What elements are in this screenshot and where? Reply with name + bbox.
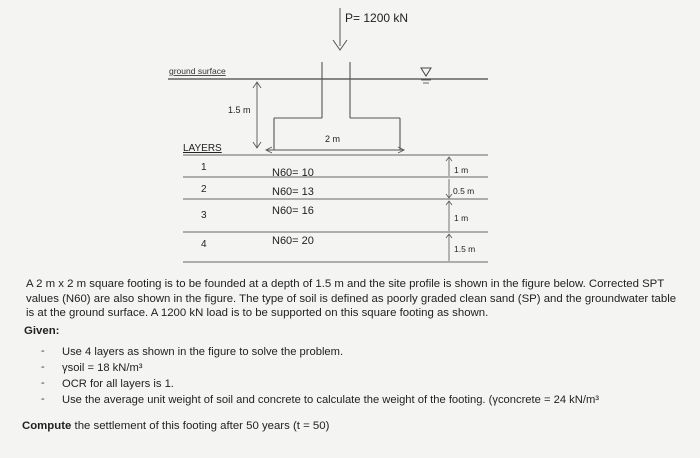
layer-number: 3 xyxy=(201,210,207,221)
given-label: Given: xyxy=(24,325,60,337)
compute-text: the settlement of this footing after 50 years (t = 50) xyxy=(71,420,330,432)
depth-dimension xyxy=(253,82,261,148)
layer-n60: N60= 13 xyxy=(272,186,314,198)
layer-n60: N60= 16 xyxy=(272,205,314,217)
layer-n60: N60= 20 xyxy=(272,235,314,247)
layer-thickness: 1 m xyxy=(454,165,469,175)
depth-label: 1.5 m xyxy=(228,105,251,115)
layer-number: 1 xyxy=(201,162,207,173)
thickness-dimensions xyxy=(446,157,452,261)
bullet-dash-icon: - xyxy=(41,361,45,373)
problem-paragraph: A 2 m x 2 m square footing is to be founded at a depth of 1.5 m and the site profile is shown in the figure below. Corrected SPT values (N60) are also shown in the figure. The type of soil is defined as poorly graded clean sand (SP) and the groundwater table is at the ground surface. A 1200 kN load is to be supported on this square footing as shown. xyxy=(26,278,677,320)
given-item: OCR for all layers is 1. xyxy=(62,378,174,390)
layer-number: 4 xyxy=(201,239,207,250)
bullet-dash-icon: - xyxy=(41,393,45,405)
layers-heading: LAYERS xyxy=(183,143,222,154)
width-dimension xyxy=(266,147,404,153)
layer-thickness: 1.5 m xyxy=(454,244,476,254)
compute-bold: Compute xyxy=(22,420,72,432)
layer-n60: N60= 10 xyxy=(272,167,314,179)
bullet-dash-icon: - xyxy=(41,345,45,357)
ground-surface-label: ground surface xyxy=(169,66,226,76)
width-label: 2 m xyxy=(325,134,341,144)
layer-thickness: 0.5 m xyxy=(453,186,475,196)
water-table-icon xyxy=(421,68,431,83)
layer-boundaries xyxy=(183,155,488,262)
given-item: Use 4 layers as shown in the figure to solve the problem. xyxy=(62,346,344,358)
load-label: P= 1200 kN xyxy=(345,11,409,25)
layer-number: 2 xyxy=(201,184,207,195)
layer-thickness: 1 m xyxy=(454,213,469,223)
compute-instruction xyxy=(22,420,329,432)
bullet-dash-icon: - xyxy=(41,377,45,389)
given-item: Use the average unit weight of soil and concrete to calculate the weight of the footing. (γconcrete = 24 kN/m³ xyxy=(62,394,599,406)
given-item: γsoil = 18 kN/m³ xyxy=(62,362,143,374)
